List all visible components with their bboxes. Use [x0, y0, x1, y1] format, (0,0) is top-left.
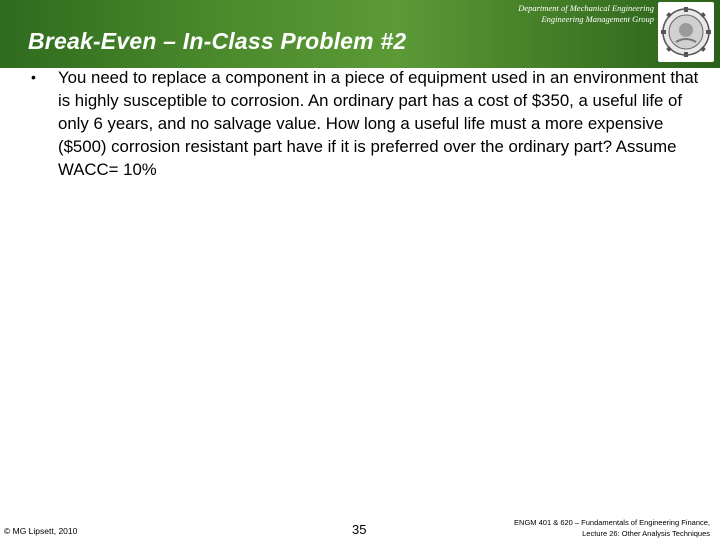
department-line-1: Department of Mechanical Engineering [518, 3, 654, 13]
bullet-item [28, 66, 714, 181]
department-line-2: Engineering Management Group [541, 14, 654, 24]
course-line-2: Lecture 26: Other Analysis Techniques [582, 529, 710, 538]
slide-title: Break-Even – In-Class Problem #2 [28, 28, 407, 54]
university-seal-icon [658, 2, 714, 62]
copyright-label: © MG Lipsett, 2010 [4, 526, 78, 536]
header-banner [0, 0, 720, 68]
page-number: 35 [352, 522, 367, 537]
bullet-dot-icon: • [31, 69, 36, 85]
problem-statement: You need to replace a component in a piece of equipment used in an environment that is highly susceptible to corrosion. An ordinary part has a cost of $350, a useful life of only 6 years, and no salvage value. How long a useful life must a more expensive ($500) corrosion resistant part have if it is preferred over the ordinary part? Assume WACC= 10% [58, 68, 699, 179]
slide-body [28, 66, 714, 181]
course-line-1: ENGM 401 & 620 – Fundamentals of Engineering Finance, [514, 518, 710, 527]
course-label [514, 517, 710, 539]
department-label [518, 3, 654, 25]
